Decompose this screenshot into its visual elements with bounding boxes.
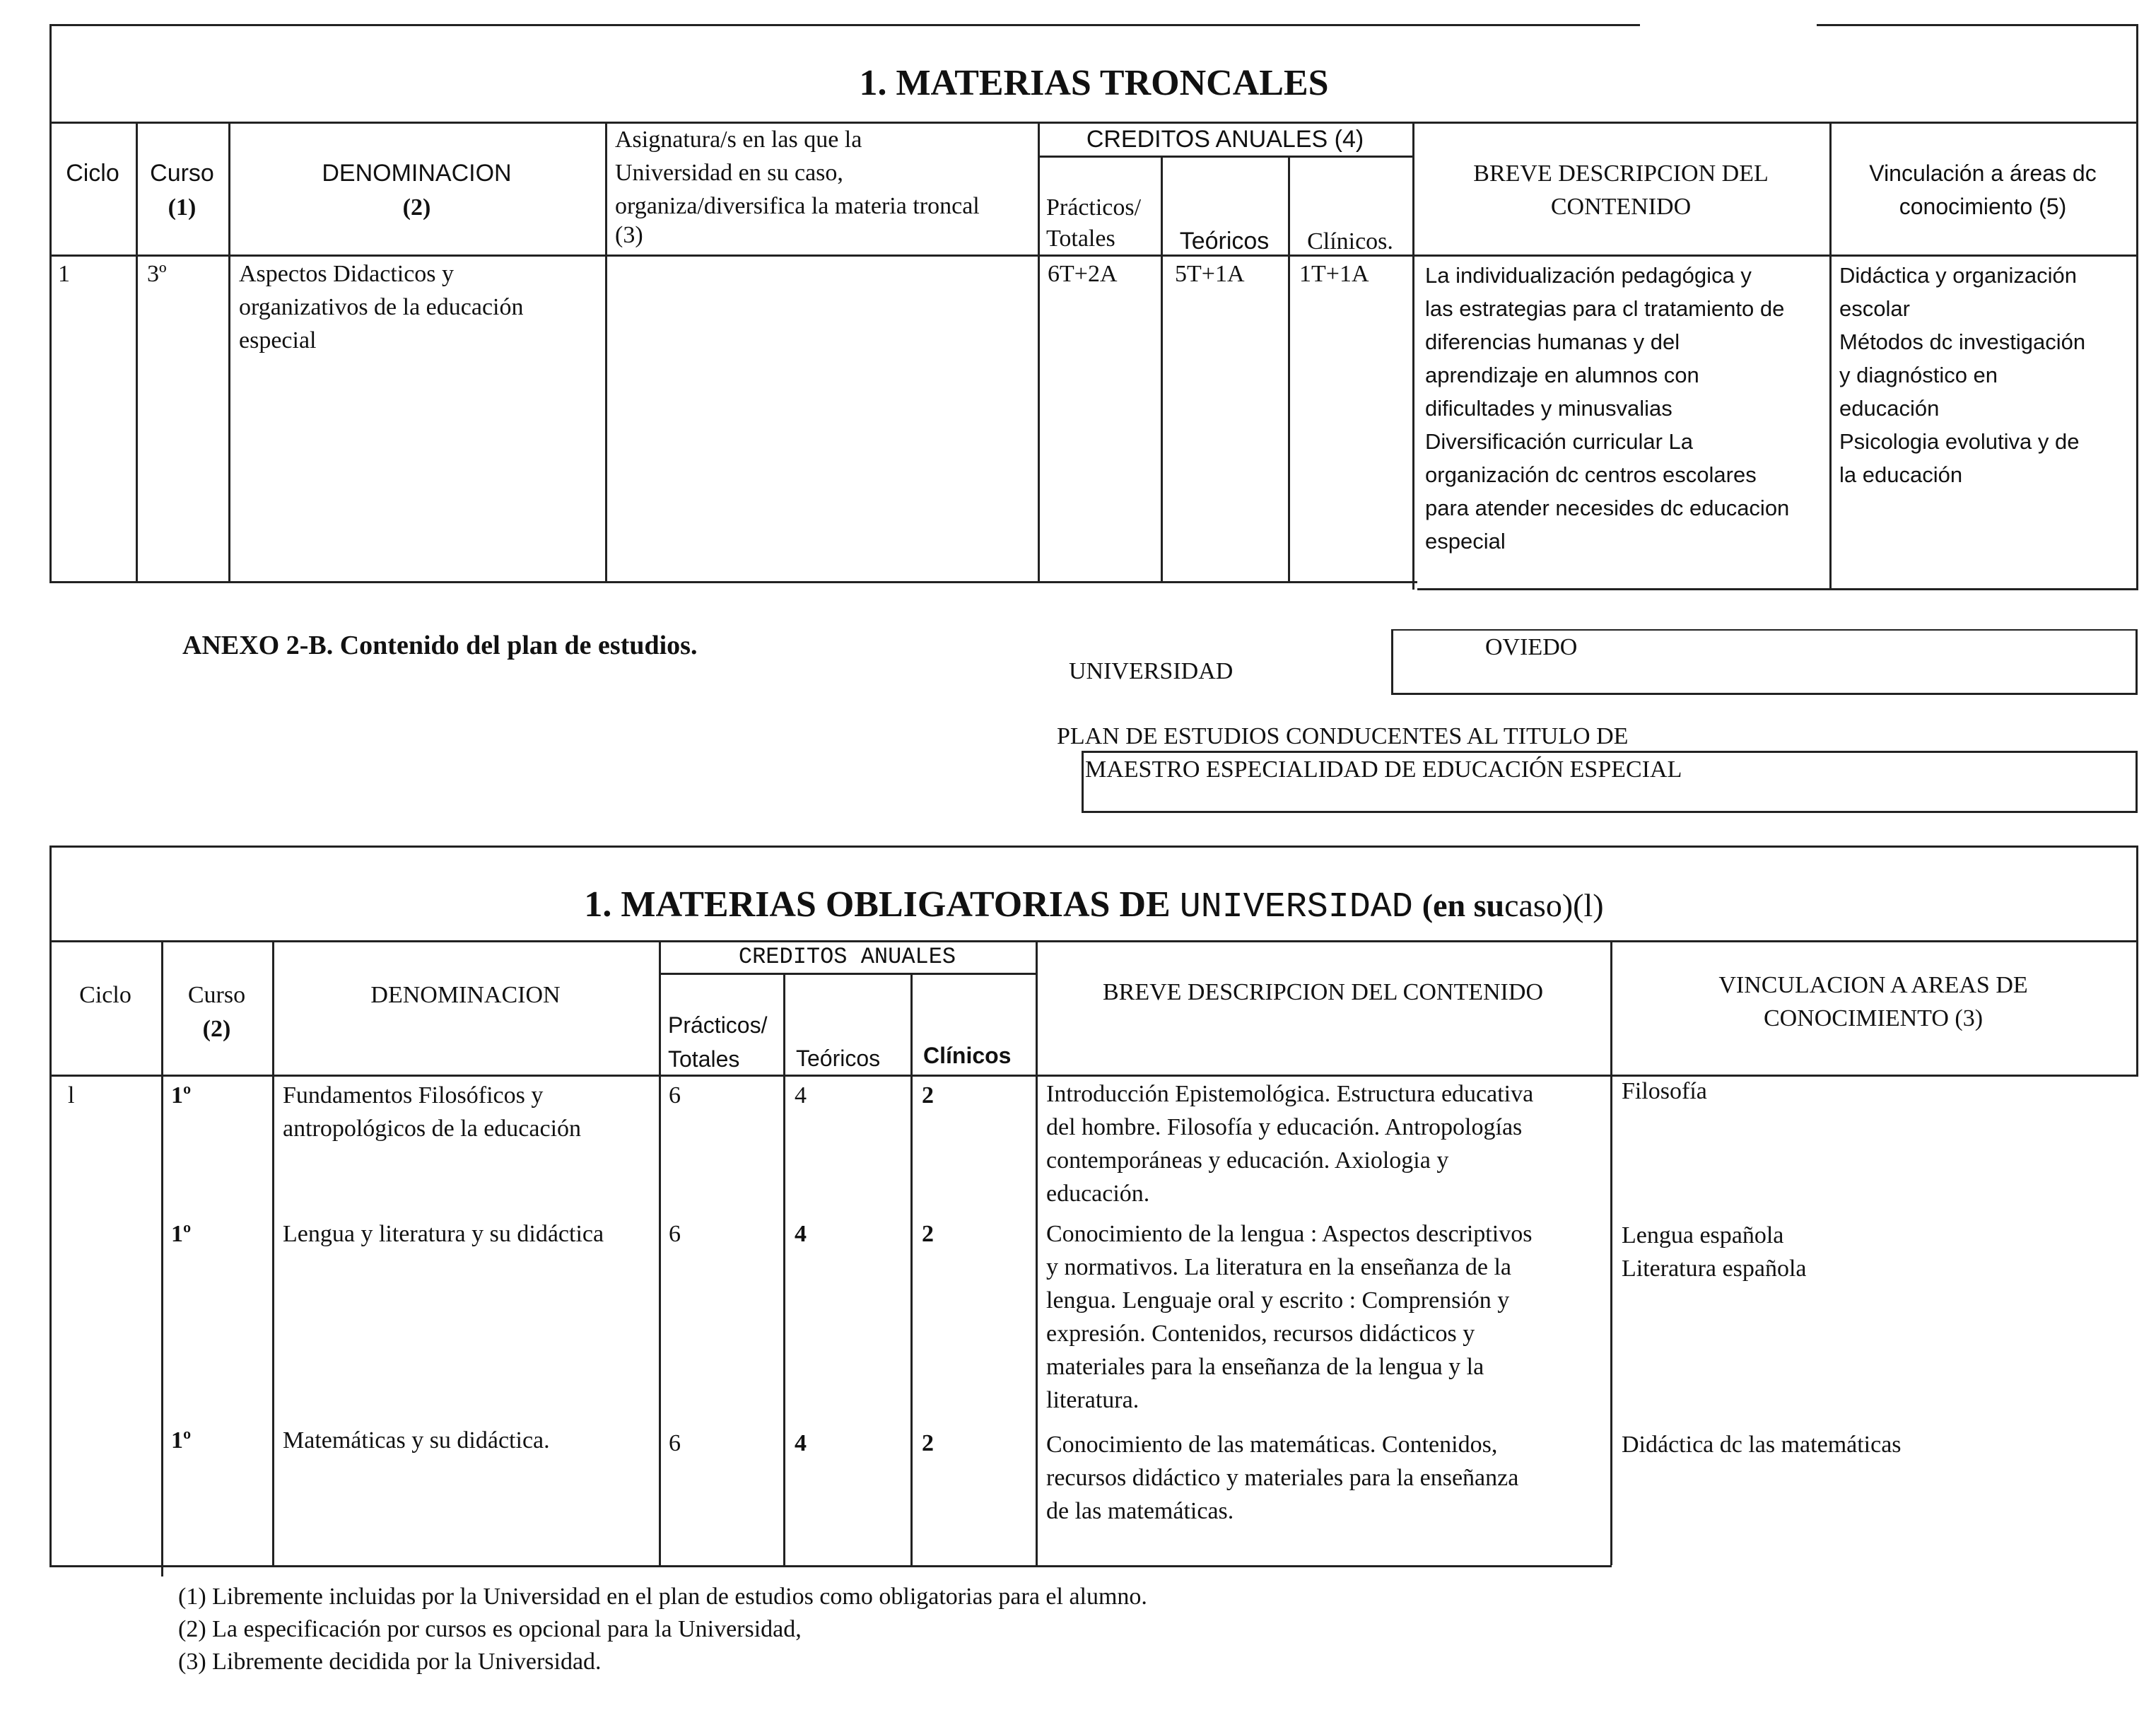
cell-curso: 1º — [171, 1221, 192, 1247]
title-part: 1. MATERIAS OBLIGATORIAS DE — [584, 884, 1171, 925]
cell-line: Aspectos Didacticos y — [239, 261, 455, 287]
header-practicos — [1046, 192, 1141, 255]
footnote: (1) Libremente incluidas por la Universidad en el plan de estudios como obligatorias para el alumno. — [178, 1584, 1147, 1610]
header-asignatura-line: (3) — [615, 222, 643, 248]
cell-line: Didáctica y organización — [1839, 263, 2078, 288]
cell-ciclo: 1 — [58, 261, 70, 287]
header-curso-note: (1) — [168, 194, 197, 221]
cell-line: Conocimiento de las matemáticas. Contenidos, — [1046, 1432, 1498, 1458]
cell-line: especial — [239, 327, 317, 353]
cell-line: aprendizaje en alumnos con — [1425, 363, 1699, 387]
obligatorias-title — [49, 884, 2138, 928]
footnote: (3) Libremente decidida por la Universidad. — [178, 1649, 602, 1675]
header-vinculacion — [1610, 969, 2136, 1035]
header-clinicos: Clínicos — [923, 1043, 1012, 1068]
universidad-value: OVIEDO — [1485, 634, 1578, 660]
title-part: UNIVERSIDAD — [1179, 887, 1413, 928]
cell-vinculacion — [1622, 1219, 1806, 1285]
cell-line: expresión. Contenidos, recursos didácticos y — [1046, 1321, 1475, 1347]
cell-line: escolar — [1839, 296, 1910, 321]
cell-practicos: 6 — [669, 1430, 681, 1456]
cell-descripcion — [1425, 259, 1789, 558]
header-clinicos: Clínicos. — [1307, 228, 1393, 255]
cell-line: Conocimiento de la lengua : Aspectos descriptivos — [1046, 1221, 1533, 1247]
header-vinculacion-line: CONOCIMIENTO (3) — [1763, 1005, 1984, 1031]
header-ciclo: Ciclo — [66, 160, 119, 187]
cell-teoricos: 5T+1A — [1175, 261, 1245, 287]
header-practicos-line: Totales — [1046, 226, 1115, 252]
cell-line: Introducción Epistemológica. Estructura educativa — [1046, 1081, 1534, 1107]
cell-curso: 1º — [171, 1082, 192, 1108]
cell-line: educación — [1839, 396, 1940, 421]
header-curso-note: (2) — [202, 1016, 231, 1042]
cell-line: organización dc centros escolares — [1425, 462, 1757, 487]
cell-practicos: 6T+2A — [1048, 261, 1118, 287]
cell-practicos: 6 — [669, 1221, 681, 1247]
cell-line: Psicologia evolutiva y de — [1839, 429, 2080, 454]
header-vinculacion-line: conocimiento (5) — [1899, 194, 2067, 219]
cell-curso: 3º — [147, 261, 167, 287]
cell-ciclo: l — [68, 1082, 75, 1108]
header-asignatura-line: Universidad en su caso, — [615, 160, 843, 186]
footnote: (2) La especificación por cursos es opcional para la Universidad, — [178, 1616, 802, 1642]
cell-vinculacion: Filosofía — [1622, 1078, 1707, 1104]
cell-clinicos: 1T+1A — [1299, 261, 1369, 287]
header-descripcion — [1412, 157, 1829, 223]
cell-vinculacion — [1839, 259, 2085, 491]
anexo-heading: ANEXO 2-B. Contenido del plan de estudios. — [182, 631, 698, 660]
cell-line: del hombre. Filosofía y educación. Antropologías — [1046, 1114, 1523, 1140]
header-practicos-line: Prácticos/ — [668, 1012, 768, 1038]
header-practicos — [668, 1008, 767, 1076]
header-denominacion: DENOMINACION — [370, 982, 561, 1008]
header-descripcion-line: CONTENIDO — [1550, 194, 1692, 220]
cell-teoricos: 4 — [795, 1082, 807, 1108]
header-asignatura-line: Asignatura/s en las que la — [615, 127, 862, 153]
cell-descripcion — [1046, 1428, 1518, 1528]
header-vinculacion-line: Vinculación a áreas dc — [1869, 160, 2097, 186]
cell-line: para atender necesides dc educacion — [1425, 496, 1790, 520]
cell-line: Métodos dc investigación — [1839, 329, 2086, 354]
universidad-box — [1391, 629, 2138, 695]
header-descripcion: BREVE DESCRIPCION DEL CONTENIDO — [1102, 979, 1543, 1005]
cell-descripcion — [1046, 1077, 1533, 1210]
cell-denominacion: Matemáticas y su didáctica. — [283, 1427, 550, 1453]
cell-denominacion: Lengua y literatura y su didáctica — [283, 1221, 604, 1247]
header-teoricos: Teóricos — [1179, 228, 1270, 255]
title-part: caso)(l) — [1504, 887, 1604, 923]
cell-line: Literatura española — [1622, 1256, 1807, 1282]
cell-line: las estrategias para cl tratamiento de — [1425, 296, 1785, 321]
cell-line: educación. — [1046, 1181, 1150, 1207]
cell-line: Fundamentos Filosóficos y — [283, 1082, 544, 1108]
cell-teoricos: 4 — [795, 1430, 807, 1456]
cell-line: y normativos. La literatura en la enseñanza de la — [1046, 1254, 1511, 1280]
cell-line: literatura. — [1046, 1387, 1139, 1413]
cell-line: dificultades y minusvalias — [1425, 396, 1672, 421]
cell-descripcion — [1046, 1217, 1532, 1417]
header-practicos-line: Totales — [668, 1046, 740, 1072]
cell-clinicos: 2 — [922, 1430, 934, 1456]
header-curso: Curso — [187, 982, 246, 1008]
cell-line: La individualización pedagógica y — [1425, 263, 1752, 288]
cell-practicos: 6 — [669, 1082, 681, 1108]
cell-line: recursos didáctico y materiales para la enseñanza — [1046, 1465, 1519, 1491]
header-curso: Curso — [150, 160, 214, 187]
cell-line: contemporáneas y educación. Axiologia y — [1046, 1147, 1449, 1174]
plan-value: MAESTRO ESPECIALIDAD DE EDUCACIÓN ESPECIAL — [1085, 756, 1682, 783]
cell-line: especial — [1425, 529, 1506, 554]
cell-clinicos: 2 — [922, 1221, 934, 1247]
header-asignatura — [615, 123, 980, 248]
header-practicos-line: Prácticos/ — [1046, 194, 1142, 221]
cell-line: materiales para la enseñanza de la lengua y la — [1046, 1354, 1484, 1380]
header-creditos: CREDITOS ANUALES (4) — [1086, 126, 1364, 153]
cell-denominacion — [283, 1079, 581, 1145]
cell-line: de las matemáticas. — [1046, 1498, 1234, 1524]
cell-line: antropológicos de la educación — [283, 1116, 582, 1142]
header-asignatura-line: organiza/diversifica la materia troncal — [615, 193, 980, 219]
header-creditos: CREDITOS ANUALES — [738, 944, 956, 970]
troncales-title: 1. MATERIAS TRONCALES — [859, 63, 1329, 103]
cell-denominacion — [239, 257, 524, 357]
cell-line: lengua. Lenguaje oral y escrito : Comprensión y — [1046, 1287, 1510, 1314]
header-denominacion-note: (2) — [402, 194, 431, 221]
header-vinculacion — [1829, 157, 2136, 223]
cell-line: Diversificación curricular La — [1425, 429, 1694, 454]
cell-line: y diagnóstico en — [1839, 363, 1998, 387]
title-part: (en su — [1422, 887, 1505, 923]
cell-line: diferencias humanas y del — [1425, 329, 1680, 354]
header-descripcion-line: BREVE DESCRIPCION DEL — [1473, 160, 1769, 187]
cell-line: la educación — [1839, 462, 1963, 487]
header-ciclo: Ciclo — [79, 982, 131, 1008]
cell-line: Lengua española — [1622, 1222, 1784, 1248]
plan-label: PLAN DE ESTUDIOS CONDUCENTES AL TITULO DE — [1057, 723, 1629, 749]
header-denominacion: DENOMINACION — [322, 160, 512, 187]
header-vinculacion-line: VINCULACION A AREAS DE — [1718, 972, 2028, 998]
universidad-label: UNIVERSIDAD — [1069, 658, 1234, 684]
header-teoricos: Teóricos — [796, 1046, 881, 1071]
cell-vinculacion: Didáctica dc las matemáticas — [1622, 1432, 1902, 1458]
plan-box — [1082, 751, 2138, 813]
cell-line: organizativos de la educación — [239, 294, 524, 320]
cell-teoricos: 4 — [795, 1221, 807, 1247]
cell-clinicos: 2 — [922, 1082, 934, 1108]
cell-curso: 1º — [171, 1427, 192, 1453]
